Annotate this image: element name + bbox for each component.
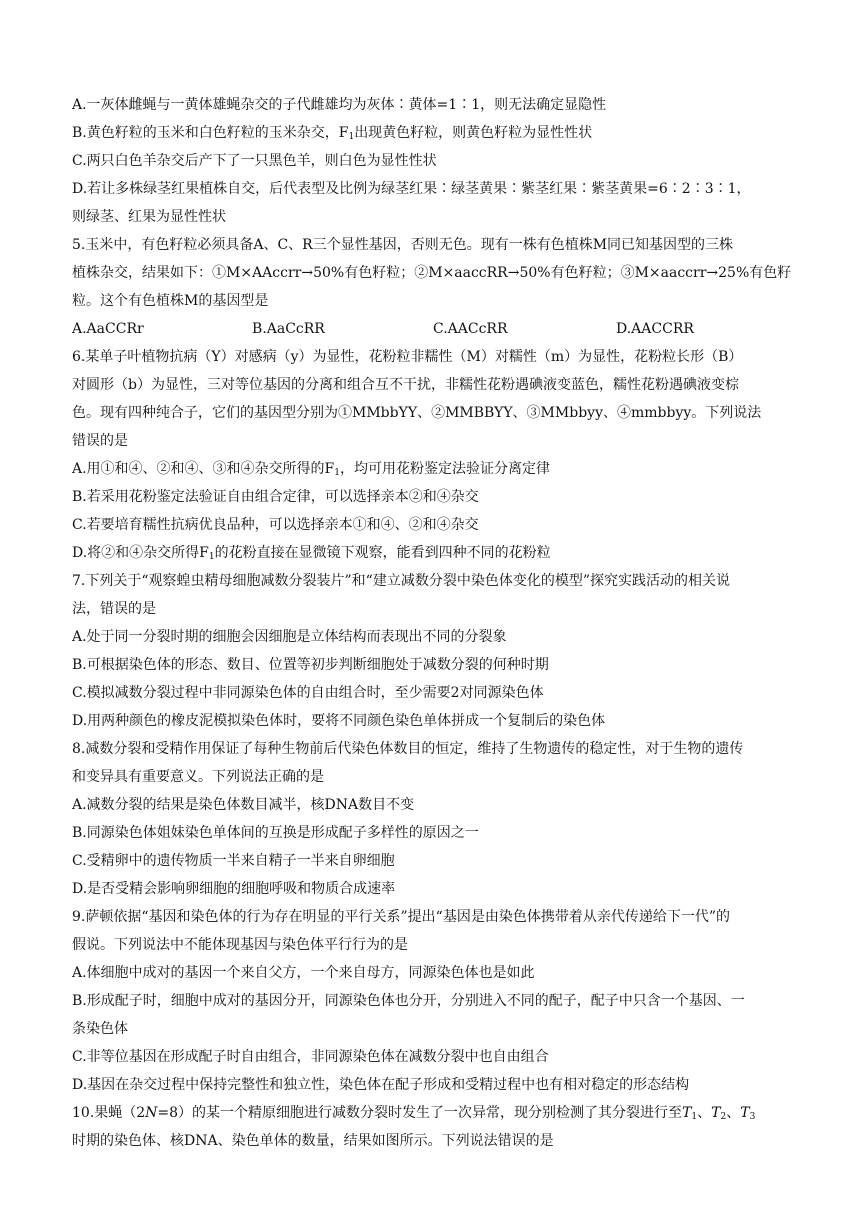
q5-options — [72, 315, 794, 343]
q6-stem: 6.某单子叶植物抗病（Y）对感病（y）为显性，花粉粒非糯性（M）对糯性（m）为显性，花粉粒长形（B） — [72, 349, 743, 365]
q5-option-c: C.AACcRR — [433, 321, 508, 337]
q9-option-d: D.基因在杂交过程中保持完整性和独立性，染色体在配子形成和受精过程中也有相对稳定的形态结构 — [72, 1077, 690, 1093]
q5-option-a: A.AaCCRr — [72, 321, 144, 337]
q6-stem-cont: 色。现有四种纯合子，它们的基因型分别为①MMbbYY、②MMBBYY、③MMbbyy、④mmbbyy。下列说法 — [72, 405, 762, 421]
q6-option-b: B.若采用花粉鉴定法验证自由组合定律，可以选择亲本②和④杂交 — [72, 489, 479, 505]
q4-option-a: A.一灰体雌蝇与一黄体雄蝇杂交的子代雌雄均为灰体∶黄体=1∶1，则无法确定显隐性 — [72, 97, 607, 113]
q8-stem: 8.减数分裂和受精作用保证了每种生物前后代染色体数目的恒定，维持了生物遗传的稳定性，对于生物的遗传 — [72, 741, 744, 757]
q6-option-d: D.将②和④杂交所得$F_1$的花粉直接在显微镜下观察，能看到四种不同的花粉粒 — [72, 545, 551, 562]
q6-option-a: A.用①和④、②和④、③和④杂交所得的$F_1$，均可用花粉鉴定法验证分离定律 — [72, 461, 551, 478]
q7-stem-cont: 法，错误的是 — [72, 601, 156, 617]
q4-option-d: D.若让多株绿茎红果植株自交，后代表型及比例为绿茎红果∶绿茎黄果∶紫茎红果∶紫茎黄果=6∶2∶3∶1， — [72, 181, 751, 197]
q8-option-c: C.受精卵中的遗传物质一半来自精子一半来自卵细胞 — [72, 853, 395, 869]
q8-option-d: D.是否受精会影响卵细胞的细胞呼吸和物质合成速率 — [72, 881, 396, 897]
q5-stem-cont: 植株杂交，结果如下：①M×AAccrr→50%有色籽粒；②M×aaccRR→50%有色籽粒；③M×aaccrr→25%有色籽 — [72, 265, 792, 281]
q7-option-c: C.模拟减数分裂过程中非同源染色体的自由组合时，至少需要2对同源染色体 — [72, 685, 544, 701]
q7-stem: 7.下列关于“观察蝗虫精母细胞减数分裂装片”和“建立减数分裂中染色体变化的模型”探究实践活动的相关说 — [72, 573, 730, 589]
q5-stem-cont: 粒。这个有色植株M的基因型是 — [72, 293, 269, 309]
q4-option-c: C.两只白色羊杂交后产下了一只黑色羊，则白色为显性性状 — [72, 153, 437, 169]
q7-option-d: D.用两种颜色的橡皮泥模拟染色体时，要将不同颜色染色单体拼成一个复制后的染色体 — [72, 713, 606, 729]
q7-option-b: B.可根据染色体的形态、数目、位置等初步判断细胞处于减数分裂的何种时期 — [72, 657, 549, 673]
q9-stem: 9.萨顿依据“基因和染色体的行为存在明显的平行关系”提出“基因是由染色体携带着从亲代传递给下一代”的 — [72, 909, 730, 925]
q10-stem: 10.果蝇（2N=8）的某一个精原细胞进行减数分裂时发生了一次异常，现分别检测了其分裂进行至$T_1$、$T_2$、$T_3$ — [72, 1105, 756, 1122]
q5-stem: 5.玉米中，有色籽粒必须具备A、C、R三个显性基因，否则无色。现有一株有色植株M同已知基因型的三株 — [72, 237, 734, 253]
q7-option-a: A.处于同一分裂时期的细胞会因细胞是立体结构而表现出不同的分裂象 — [72, 629, 507, 645]
q9-option-c: C.非等位基因在形成配子时自由组合，非同源染色体在减数分裂中也自由组合 — [72, 1049, 549, 1065]
document-page — [72, 91, 794, 1155]
q8-option-a: A.减数分裂的结果是染色体数目减半，核DNA数目不变 — [72, 797, 415, 813]
q9-option-b-cont: 条染色体 — [72, 1021, 128, 1037]
q6-option-c: C.若要培育糯性抗病优良品种，可以选择亲本①和④、②和④杂交 — [72, 517, 479, 533]
q5-option-b: B.AaCcRR — [252, 321, 325, 337]
q9-option-b: B.形成配子时，细胞中成对的基因分开，同源染色体也分开，分别进入不同的配子，配子中只含一个基因、一 — [72, 993, 745, 1009]
q9-option-a: A.体细胞中成对的基因一个来自父方，一个来自母方，同源染色体也是如此 — [72, 965, 535, 981]
q5-option-d: D.AACCRR — [616, 321, 694, 337]
q8-option-b: B.同源染色体姐妹染色单体间的互换是形成配子多样性的原因之一 — [72, 825, 479, 841]
q6-stem-cont: 错误的是 — [72, 433, 128, 449]
q10-stem-cont: 时期的染色体、核DNA、染色单体的数量，结果如图所示。下列说法错误的是 — [72, 1133, 554, 1149]
q4-option-d-cont: 则绿茎、红果为显性性状 — [72, 209, 226, 225]
q8-stem-cont: 和变异具有重要意义。下列说法正确的是 — [72, 769, 324, 785]
q6-stem-cont: 对圆形（b）为显性，三对等位基因的分离和组合互不干扰，非糯性花粉遇碘液变蓝色，糯性花粉遇碘液变棕 — [72, 377, 739, 393]
q9-stem-cont: 假说。下列说法中不能体现基因与染色体平行行为的是 — [72, 937, 408, 953]
q4-option-b: B.黄色籽粒的玉米和白色籽粒的玉米杂交，$F_1$出现黄色籽粒，则黄色籽粒为显性性状 — [72, 125, 593, 142]
